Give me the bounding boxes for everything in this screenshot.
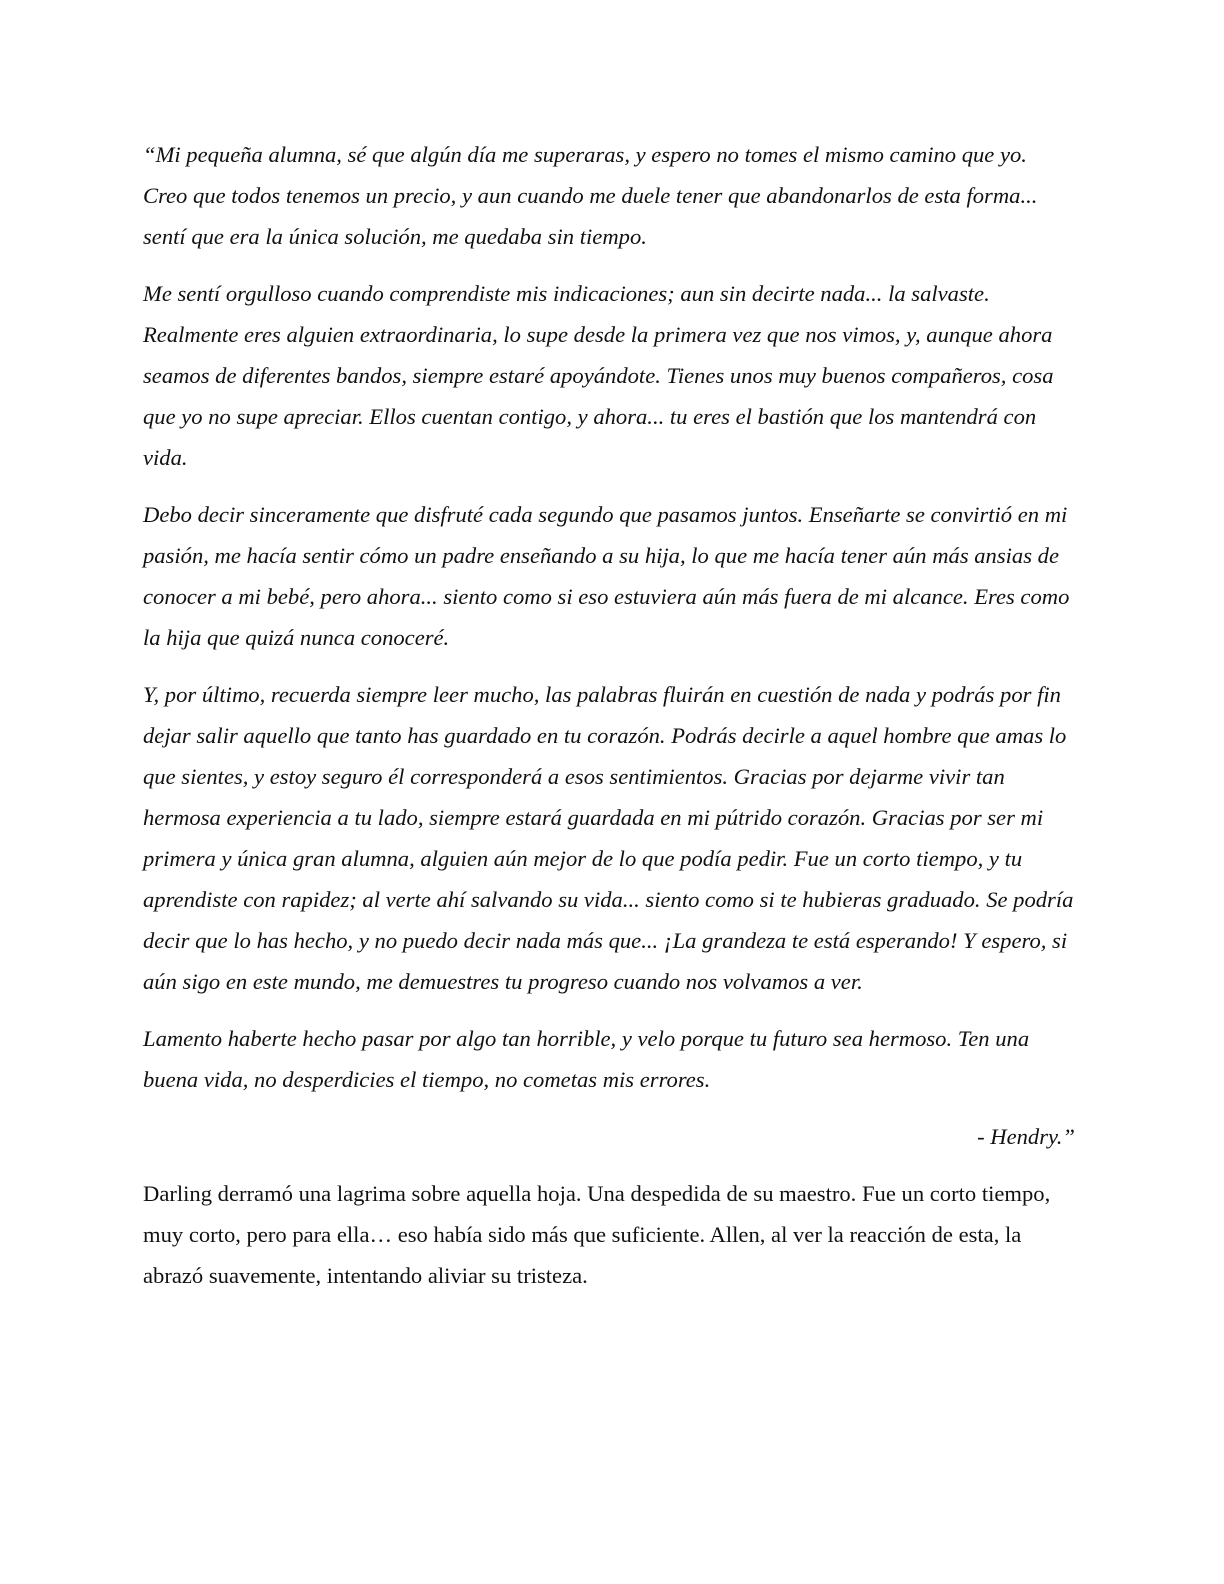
- letter-paragraph: Lamento haberte hecho pasar por algo tan horrible, y velo porque tu futuro sea hermoso. Ten una buena vida, no desperdicies el tiempo, no cometas mis errores.: [143, 1026, 1030, 1092]
- letter-paragraph: “Mi pequeña alumna, sé que algún día me superaras, y espero no tomes el mismo camino que yo. Creo que todos tenemos un precio, y aun cuando me duele tener que abandonarlos de esta forma... sentí que era la única solución, me quedaba sin tiempo.: [143, 142, 1038, 249]
- letter-signature: - Hendry.”: [977, 1124, 1075, 1149]
- narration-paragraph: Darling derramó una lagrima sobre aquella hoja. Una despedida de su maestro. Fue un corto tiempo, muy corto, pero para ella… eso había sido más que suficiente. Allen, al ver la reacción de esta, la abrazó suavemente, intentando aliviar su tristeza.: [143, 1181, 1051, 1288]
- letter-paragraph: Me sentí orgulloso cuando comprendiste mis indicaciones; aun sin decirte nada... la salvaste. Realmente eres alguien extraordinaria, lo supe desde la primera vez que nos vimos, y, aunque ahora seamos de diferentes bandos, siempre estaré apoyándote. Tienes unos muy buenos compañeros, cosa que yo no supe apreciar. Ellos cuentan contigo, y ahora... tu eres el bastión que los mantendrá con vida.: [143, 281, 1054, 470]
- page-body: [143, 134, 1075, 1312]
- letter-paragraph: Debo decir sinceramente que disfruté cada segundo que pasamos juntos. Enseñarte se convirtió en mi pasión, me hacía sentir cómo un padre enseñando a su hija, lo que me hacía tener aún más ansias de conocer a mi bebé, pero ahora... siento como si eso estuviera aún más fuera de mi alcance. Eres como la hija que quizá nunca conoceré.: [143, 502, 1070, 650]
- letter-paragraph: Y, por último, recuerda siempre leer mucho, las palabras fluirán en cuestión de nada y podrás por fin dejar salir aquello que tanto has guardado en tu corazón. Podrás decirle a aquel hombre que amas lo que sientes, y estoy seguro él corresponderá a esos sentimientos. Gracias por dejarme vivir tan hermosa experiencia a tu lado, siempre estará guardada en mi pútrido corazón. Gracias por ser mi primera y única gran alumna, alguien aún mejor de lo que podía pedir. Fue un corto tiempo, y tu aprendiste con rapidez; al verte ahí salvando su vida... siento como si te hubieras graduado. Se podría decir que lo has hecho, y no puedo decir nada más que... ¡La grandeza te está esperando! Y espero, si aún sigo en este mundo, me demuestres tu progreso cuando nos volvamos a ver.: [143, 682, 1074, 994]
